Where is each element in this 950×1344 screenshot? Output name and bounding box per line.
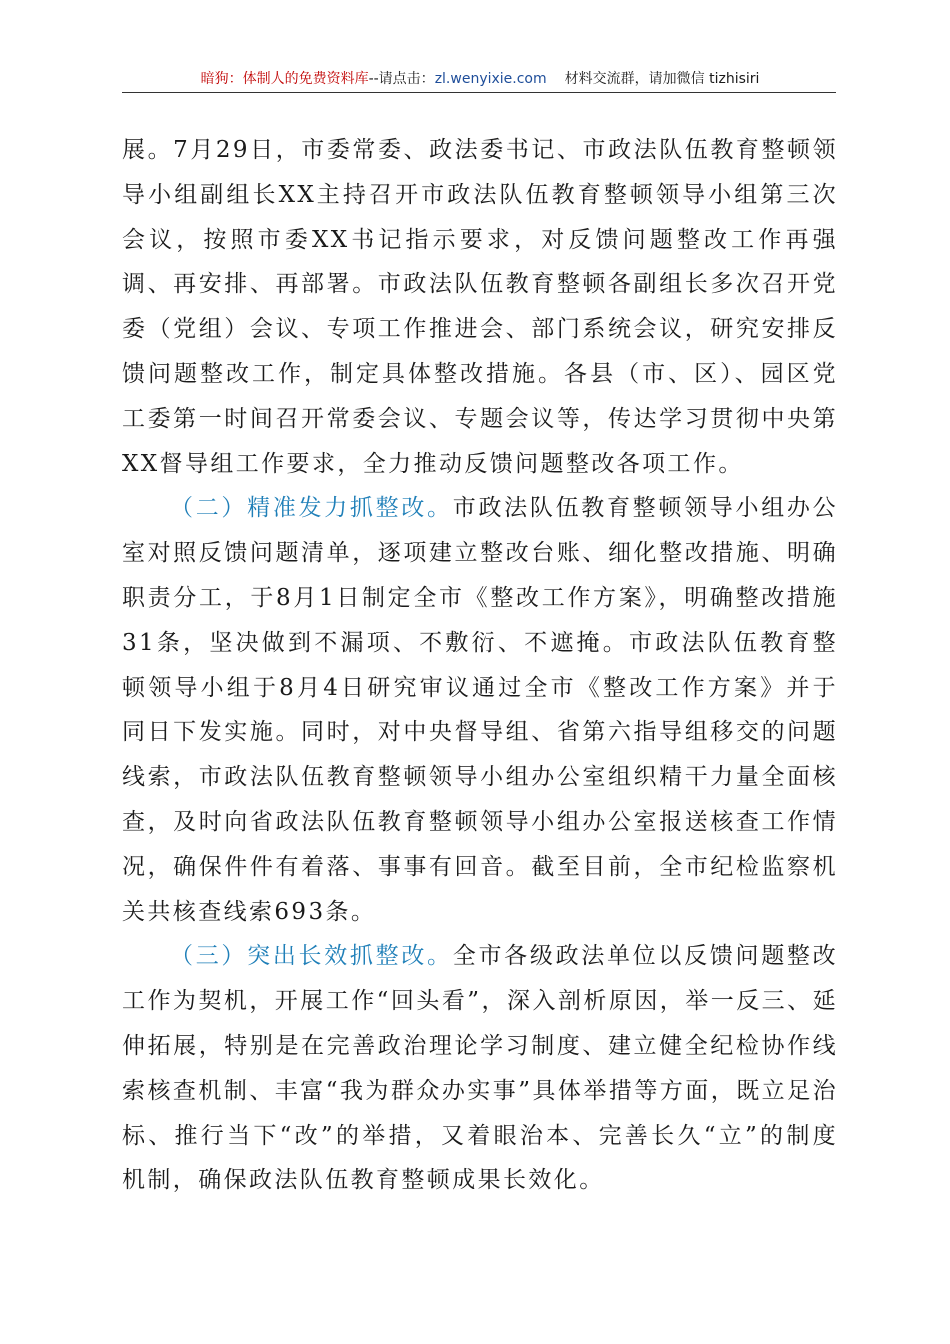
header-prompt: --请点击：: [368, 71, 435, 87]
header-brand: 暗狗：体制人的免费资料库: [200, 71, 369, 87]
section-2-heading: （二）精准发力抓整改。: [170, 495, 453, 522]
paragraph-2: [122, 486, 838, 934]
header-divider: [122, 92, 836, 93]
page-header: [122, 68, 838, 88]
paragraph-2-text: 市政法队伍教育整顿领导小组办公室对照反馈问题清单，逐项建立整改台账、细化整改措施、明确职责分工，于8月1日制定全市《整改工作方案》，明确整改措施31条，坚决做到不漏项、不敷衍、不遮掩。市政法队伍教育整顿领导小组于8月4日研究审议通过全市《整改工作方案》并于同日下发实施。同时，对中央督导组、省第六指导组移交的问题线索，市政法队伍教育整顿领导小组办公室组织精干力量全面核查，及时向省政法队伍教育整顿领导小组办公室报送核查工作情况，确保件件有着落、事事有回音。截至目前，全市纪检监察机关共核查线索693条。: [122, 495, 839, 925]
section-3-heading: （三）突出长效抓整改。: [170, 943, 453, 970]
paragraph-1: [122, 128, 838, 486]
document-body: [122, 128, 838, 1203]
paragraph-3-text: 全市各级政法单位以反馈问题整改工作为契机，开展工作“回头看”，深入剖析原因，举一反三、延伸拓展，特别是在完善政治理论学习制度、建立健全纪检协作线索核查机制、丰富“我为群众办实事”具体举措等方面，既立足治标、推行当下“改”的举措，又着眼治本、完善长久“立”的制度机制，确保政法队伍教育整顿成果长效化。: [122, 943, 839, 1194]
paragraph-3: [122, 934, 838, 1203]
paragraph-1-text: 展。7月29日，市委常委、政法委书记、市政法队伍教育整顿领导小组副组长XX主持召开市政法队伍教育整顿领导小组第三次会议，按照市委XX书记指示要求，对反馈问题整改工作再强调、再安排、再部署。市政法队伍教育整顿各副组长多次召开党委（党组）会议、专项工作推进会、部门系统会议，研究安排反馈问题整改工作，制定具体整改措施。各县（市、区）、园区党工委第一时间召开常委会议、专题会议等，传达学习贯彻中央第XX督导组工作要求，全力推动反馈问题整改各项工作。: [122, 137, 838, 477]
header-contact: 材料交流群，请加微信 tizhisiri: [564, 71, 760, 87]
header-url-link[interactable]: zl.wenyixie.com: [434, 71, 547, 87]
